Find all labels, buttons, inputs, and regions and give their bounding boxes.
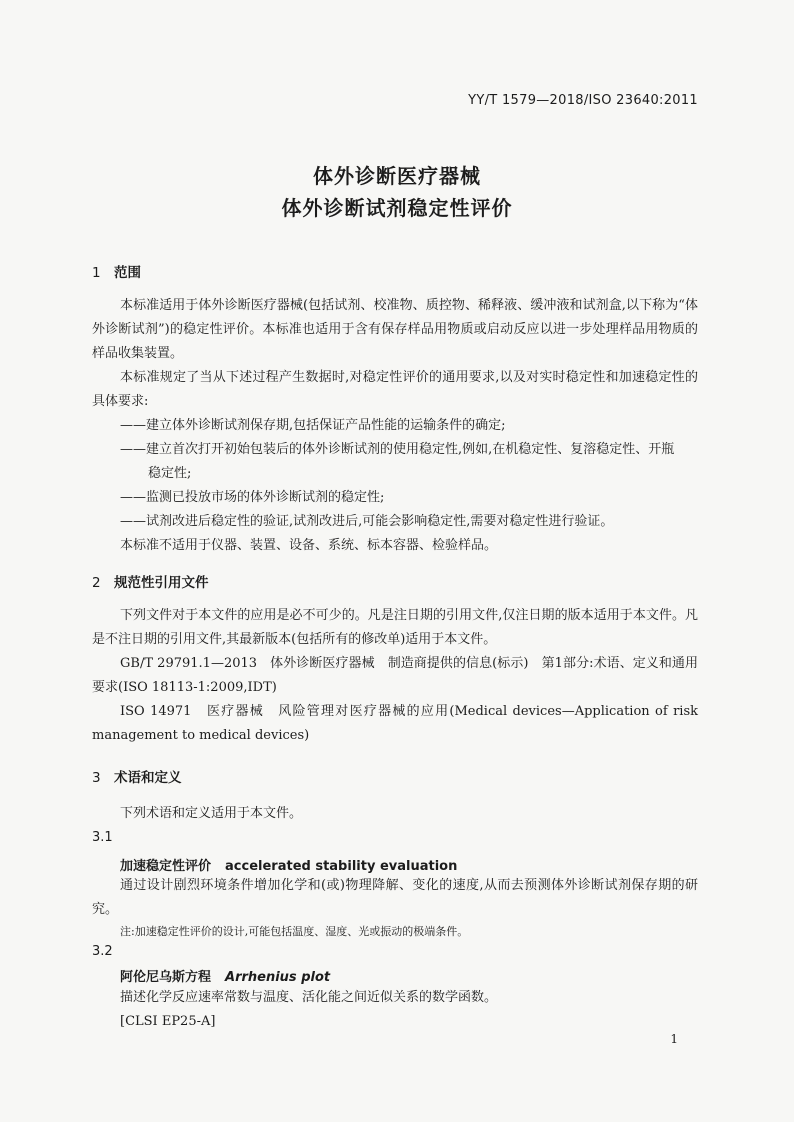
scope-dash-item-3: ——监测已投放市场的体外诊断试剂的稳定性;	[120, 490, 385, 505]
section-number: 1	[92, 265, 101, 281]
scope-dash-item-2	[120, 438, 700, 486]
page-number: 1	[670, 1032, 678, 1046]
terms-intro-paragraph: 下列术语和定义适用于本文件。	[120, 806, 303, 821]
term-3-1-definition: 通过设计剧烈环境条件增加化学和(或)物理降解、变化的速度,从而去预测体外诊断试剂保存期的研究。	[92, 878, 698, 917]
scope-paragraph-2: 本标准规定了当从下述过程产生数据时,对稳定性评价的通用要求,以及对实时稳定性和加速稳定性的具体要求:	[92, 370, 698, 409]
reference-iso-14971: ISO 14971 医疗器械 风险管理对医疗器械的应用(Medical devices—Application of risk management to medical devices)	[92, 704, 698, 743]
title-line-2: 体外诊断试剂稳定性评价	[281, 196, 513, 220]
section-title: 术语和定义	[114, 770, 182, 786]
term-english: Arrhenius plot	[225, 970, 331, 985]
term-3-1-note: 注:加速稳定性评价的设计,可能包括温度、湿度、光或振动的极端条件。	[120, 925, 469, 938]
section-number: 3	[92, 770, 101, 786]
section-3-heading	[92, 766, 182, 786]
title-line-1: 体外诊断医疗器械	[313, 164, 481, 188]
term-3-1	[120, 855, 457, 874]
scope-dash-item-1: ——建立体外诊断试剂保存期,包括保证产品性能的运输条件的确定;	[120, 418, 506, 433]
section-1-heading	[92, 261, 141, 281]
dash-item-text: ——建立首次打开初始包装后的体外诊断试剂的使用稳定性,例如,在机稳定性、复溶稳定性、开瓶	[120, 442, 675, 457]
standard-number-header: YY/T 1579—2018/ISO 23640:2011	[468, 93, 698, 108]
section-number: 2	[92, 575, 101, 591]
section-title: 规范性引用文件	[114, 575, 209, 591]
term-number-3-1: 3.1	[92, 830, 113, 845]
scope-dash-item-4: ——试剂改进后稳定性的验证,试剂改进后,可能会影响稳定性,需要对稳定性进行验证。	[120, 514, 614, 529]
reference-gb-t-29791: GB/T 29791.1—2013 体外诊断医疗器械 制造商提供的信息(标示) 第1部分:术语、定义和通用要求(ISO 18113-1:2009,IDT)	[92, 656, 698, 695]
term-english: accelerated stability evaluation	[225, 859, 458, 874]
term-chinese: 加速稳定性评价	[120, 859, 212, 874]
scope-paragraph-1: 本标准适用于体外诊断医疗器械(包括试剂、校准物、质控物、稀释液、缓冲液和试剂盒,以下称为“体外诊断试剂”)的稳定性评价。本标准也适用于含有保存样品用物质或启动反应以进一步处理样品用物质的样品收集装置。	[92, 298, 698, 361]
normative-references-paragraph: 下列文件对于本文件的应用是必不可少的。凡是注日期的引用文件,仅注日期的版本适用于本文件。凡是不注日期的引用文件,其最新版本(包括所有的修改单)适用于本文件。	[92, 608, 698, 647]
term-chinese: 阿伦尼乌斯方程	[120, 970, 212, 985]
term-3-2-source: [CLSI EP25-A]	[120, 1014, 216, 1029]
section-title: 范围	[114, 265, 141, 281]
dash-item-continuation: 稳定性;	[148, 466, 192, 481]
term-3-2-definition: 描述化学反应速率常数与温度、活化能之间近似关系的数学函数。	[120, 990, 498, 1005]
term-number-3-2: 3.2	[92, 944, 113, 959]
section-2-heading	[92, 571, 209, 591]
term-3-2	[120, 966, 330, 985]
scope-paragraph-3: 本标准不适用于仪器、装置、设备、系统、标本容器、检验样品。	[120, 538, 498, 553]
